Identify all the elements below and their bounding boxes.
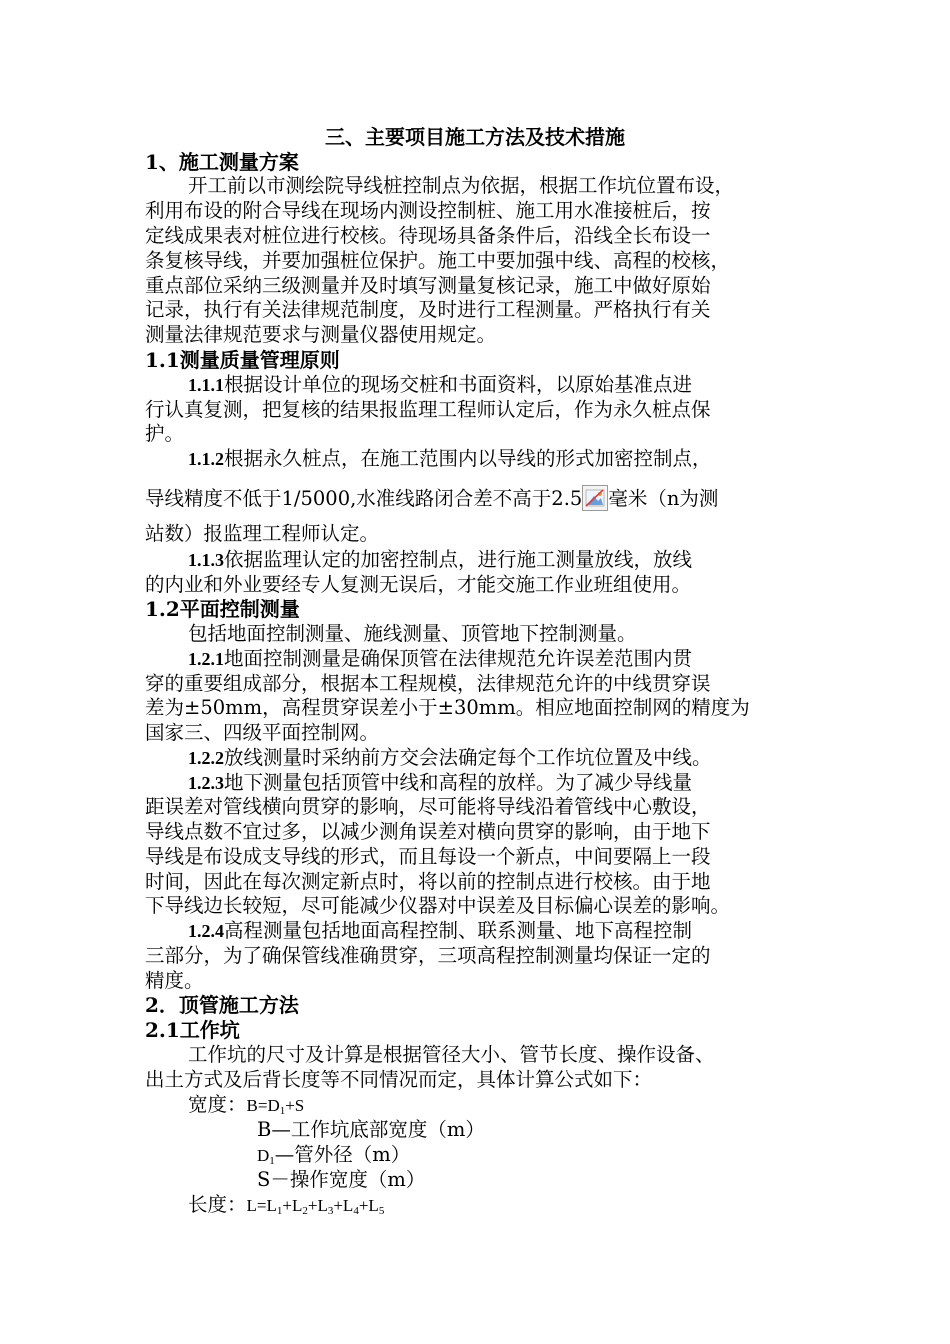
paragraph-line: 利用布设的附合导线在现场内测设控制桩、施工用水准接桩后，按 (145, 199, 711, 222)
paragraph-line: 精度。 (145, 969, 204, 992)
clause-text: 根据设计单位的现场交桩和书面资料，以原始基准点进 (224, 373, 693, 396)
paragraph-line: 出土方式及后背长度等不同情况而定，具体计算公式如下： (145, 1068, 653, 1091)
paragraph-line: 测量法律规范要求与测量仪器使用规定。 (145, 323, 497, 346)
paragraph-line (188, 373, 692, 398)
clause-text: 放线测量时采纳前方交会法确定每个工作坑位置及中线。 (224, 746, 712, 769)
length-label: 长度： (188, 1193, 247, 1216)
paragraph-line: 差为±50mm，高程贯穿误差小于±30mm。相应地面控制网的精度为 (145, 696, 750, 719)
clause-text: 毫米（n为测 (608, 487, 719, 510)
diameter-definition: —管外径（m） (274, 1143, 411, 1166)
section-1-2-heading: 1.2平面控制测量 (145, 597, 300, 621)
clause-text: 地面控制测量是确保顶管在法律规范允许误差范围内贯 (224, 647, 693, 670)
section-2-heading: 2．顶管施工方法 (145, 993, 299, 1017)
paragraph-line: 三部分，为了确保管线准确贯穿，三项高程控制测量均保证一定的 (145, 944, 711, 967)
paragraph-line: 包括地面控制测量、施线测量、顶管地下控制测量。 (188, 622, 637, 645)
paragraph-line: 下导线边长较短，尽可能减少仪器对中误差及目标偏心误差的影响。 (145, 894, 731, 917)
paragraph-line: 工作坑的尺寸及计算是根据管径大小、管节长度、操作设备、 (188, 1043, 715, 1066)
paragraph-line: 时间，因此在每次测定新点时，将以前的控制点进行校核。由于地 (145, 870, 711, 893)
paragraph-line (188, 919, 692, 944)
clause-number: 1.1.1 (188, 375, 224, 395)
formula-definition: $D_1—$管外径（m） (257, 1143, 411, 1167)
paragraph-line (188, 771, 692, 796)
paragraph-line (188, 548, 692, 573)
paragraph-line: 的内业和外业要经专人复测无误后，才能交施工作业班组使用。 (145, 573, 692, 596)
clause-text: 根据永久桩点，在施工范围内以导线的形式加密控制点， (224, 447, 712, 470)
paragraph-line: 行认真复测，把复核的结果报监理工程师认定后，作为永久桩点保 (145, 398, 711, 421)
formula-definition: S－操作宽度（m） (257, 1168, 426, 1191)
width-formula: $B=D_1+S$ (246, 1096, 305, 1117)
paragraph-line: 穿的重要组成部分，根据本工程规模，法律规范允许的中线贯穿误 (145, 672, 711, 695)
clause-text: 导线精度不低于1/5000,水准线路闭合差不高于2.5 (145, 487, 583, 510)
clause-number: 1.2.4 (188, 921, 224, 941)
paragraph-line: 开工前以市测绘院导线桩控制点为依据，根据工作坑位置布设， (188, 174, 735, 197)
paragraph-line: 重点部位采纳三级测量并及时填写测量复核记录，施工中做好原始 (145, 274, 711, 297)
paragraph-line: 距误差对管线横向贯穿的影响，尽可能将导线沿着管线中心敷设， (145, 795, 711, 818)
paragraph-line: 记录，执行有关法律规范制度，及时进行工程测量。严格执行有关 (145, 298, 711, 321)
paragraph-line: 导线是布设成支导线的形式，而且每设一个新点，中间要隔上一段 (145, 845, 711, 868)
clause-number: 1.2.3 (188, 773, 224, 793)
section-2-1-heading: 2.1工作坑 (145, 1018, 240, 1042)
document-title: 三、主要项目施工方法及技术措施 (325, 125, 625, 149)
paragraph-line (188, 746, 712, 771)
clause-number: 1.1.2 (188, 449, 224, 469)
paragraph-line: 国家三、四级平面控制网。 (145, 721, 380, 744)
width-formula-line (188, 1093, 304, 1119)
length-formula: $L=L_1+L_2+L_3+L_4+L_5$ (246, 1196, 385, 1217)
clause-number: 1.1.3 (188, 550, 224, 570)
paragraph-line (188, 647, 692, 672)
section-1-heading: 1、施工测量方案 (145, 150, 299, 174)
paragraph-line: 条复核导线，并要加强桩位保护。施工中要加强中线、高程的校核， (145, 249, 731, 272)
width-label: 宽度： (188, 1093, 247, 1116)
broken-image-icon (582, 485, 608, 511)
clause-number: 1.2.2 (188, 748, 224, 768)
clause-number: 1.2.1 (188, 649, 224, 669)
paragraph-line: 护。 (145, 422, 185, 445)
paragraph-line (145, 485, 718, 512)
section-1-1-heading: 1.1测量质量管理原则 (145, 348, 340, 372)
paragraph-line: 定线成果表对桩位进行校核。待现场具备条件后，沿线全长布设一 (145, 224, 711, 247)
paragraph-line: 导线点数不宜过多，以减少测角误差对横向贯穿的影响，由于地下 (145, 820, 711, 843)
clause-text: 地下测量包括顶管中线和高程的放样。为了减少导线量 (224, 771, 693, 794)
clause-text: 依据监理认定的加密控制点，进行施工测量放线，放线 (224, 548, 693, 571)
length-formula-line (188, 1193, 384, 1219)
clause-text: 高程测量包括地面高程控制、联系测量、地下高程控制 (224, 919, 693, 942)
paragraph-line (188, 447, 712, 472)
paragraph-line: 站数）报监理工程师认定。 (145, 522, 380, 545)
formula-definition: B—工作坑底部宽度（m） (257, 1118, 485, 1141)
